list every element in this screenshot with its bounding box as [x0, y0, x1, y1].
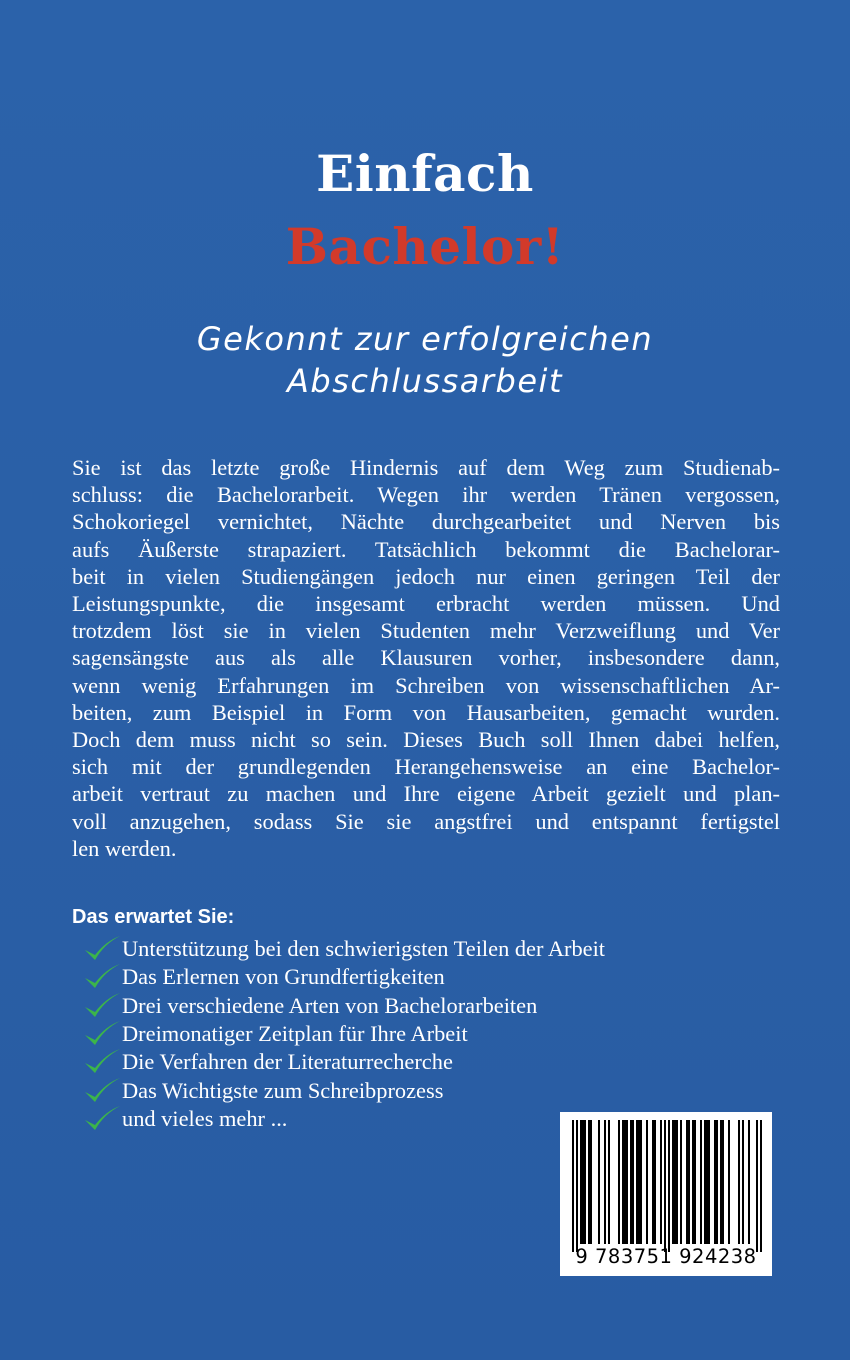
barcode-bar: [652, 1120, 654, 1244]
barcode-bar: [668, 1120, 670, 1252]
barcode-bar: [598, 1120, 600, 1244]
barcode-bar: [604, 1120, 606, 1244]
barcode-bar: [584, 1120, 586, 1244]
barcode-bar: [590, 1120, 592, 1244]
blurb-line: beit in vielen Studiengängen jedoch nur einen geringen Teil der: [72, 563, 780, 589]
barcode-bar: [722, 1120, 724, 1244]
feature-item: [82, 1020, 702, 1048]
blurb-line: sich mit der grundlegenden Herangehensweise an eine Bachelor-: [72, 754, 780, 780]
barcode-bar: [638, 1120, 640, 1244]
features-heading: Das erwartet Sie:: [72, 906, 235, 928]
feature-label: und vieles mehr ...: [122, 1105, 288, 1131]
barcode-bar: [660, 1120, 662, 1244]
feature-item: [82, 992, 702, 1020]
barcode-bar: [704, 1120, 706, 1244]
green-checkmark-icon: [82, 992, 122, 1020]
barcode-bar: [588, 1120, 590, 1244]
isbn-number: 9 783751 924238: [575, 1245, 757, 1268]
barcode-bar: [694, 1120, 696, 1244]
barcode-bar: [580, 1120, 582, 1244]
title-line-2: Bachelor!: [285, 217, 565, 276]
barcode-bar: [716, 1120, 718, 1244]
barcode-bar: [700, 1120, 702, 1244]
blurb-line: Sie ist das letzte große Hindernis auf dem Weg zum Studienab-: [72, 455, 780, 480]
green-checkmark-icon: [82, 963, 122, 991]
isbn-barcode: [560, 1112, 772, 1276]
feature-label: Drei verschiedene Arten von Bachelorarbeiten: [122, 992, 538, 1018]
blurb-line: sagensängste aus als alle Klausuren vorher, insbesondere dann,: [72, 645, 780, 671]
subtitle-line-1: Gekonnt zur erfolgreichen: [196, 320, 654, 358]
blurb-line: arbeit vertraut zu machen und Ihre eigene Arbeit gezielt und plan-: [72, 781, 780, 807]
barcode-bar: [582, 1120, 584, 1244]
feature-label: Das Erlernen von Grundfertigkeiten: [122, 964, 445, 990]
barcode-bar: [572, 1120, 574, 1252]
feature-label: Die Verfahren der Literaturrecherche: [122, 1049, 453, 1075]
barcode-bar: [654, 1120, 656, 1244]
blurb-line: trotzdem löst sie in vielen Studenten mehr Verzweiflung und Ver: [72, 618, 780, 644]
barcode-bar: [760, 1120, 762, 1252]
barcode-bar: [728, 1120, 730, 1244]
barcode-bar: [624, 1120, 626, 1244]
barcode-bar: [632, 1120, 634, 1244]
subtitle: [0, 318, 850, 402]
feature-item: [82, 935, 702, 963]
barcode-bar: [742, 1120, 744, 1244]
blurb-line: len werden.: [72, 835, 177, 861]
barcode-bar: [714, 1120, 716, 1244]
blurb-line: aufs Äußerste strapaziert. Tatsächlich bekommt die Bachelorar-: [72, 536, 780, 562]
barcode-bar: [608, 1120, 610, 1244]
feature-label: Dreimonatiger Zeitplan für Ihre Arbeit: [122, 1021, 468, 1047]
barcode-bar: [686, 1120, 688, 1244]
blurb-line: Leistungspunkte, die insgesamt erbracht werden müssen. Und: [72, 591, 780, 617]
barcode-bar: [672, 1120, 674, 1244]
blurb-line: Doch dem muss nicht so sein. Dieses Buch soll Ihnen dabei helfen,: [72, 727, 780, 753]
barcode-bar: [706, 1120, 708, 1244]
barcode-bar: [756, 1120, 758, 1252]
barcode-bar: [640, 1120, 642, 1244]
barcode-bar: [708, 1120, 710, 1244]
blurb-paragraph: [72, 454, 780, 862]
barcode-bar: [674, 1120, 676, 1244]
barcode-bar: [646, 1120, 648, 1244]
feature-item: [82, 1076, 702, 1104]
barcode-bar: [680, 1120, 682, 1244]
green-checkmark-icon: [82, 1105, 122, 1133]
barcode-bar: [622, 1120, 624, 1244]
barcode-bar: [576, 1120, 578, 1252]
barcode-bar: [630, 1120, 632, 1244]
features-list: [82, 935, 702, 1133]
green-checkmark-icon: [82, 1077, 122, 1105]
subtitle-line-2: Abschlussarbeit: [287, 362, 563, 400]
barcode-bar: [720, 1120, 722, 1244]
feature-item: [82, 1048, 702, 1076]
blurb-line: wenn wenig Erfahrungen im Schreiben von wissenschaftlichen Ar-: [72, 672, 780, 698]
barcode-bar: [618, 1120, 620, 1244]
feature-label: Das Wichtigste zum Schreibprozess: [122, 1077, 444, 1103]
green-checkmark-icon: [82, 1020, 122, 1048]
feature-item: [82, 963, 702, 991]
title-line-1: Einfach: [316, 144, 534, 203]
barcode-bar: [692, 1120, 694, 1244]
barcode-bar: [664, 1120, 666, 1252]
blurb-line: voll anzugehen, sodass Sie sie angstfrei und entspannt fertigstel: [72, 808, 780, 834]
barcode-bar: [738, 1120, 740, 1244]
barcode-bar: [748, 1120, 750, 1244]
blurb-line: schluss: die Bachelorarbeit. Wegen ihr werden Tränen vergossen,: [72, 482, 780, 508]
feature-label: Unterstützung bei den schwierigsten Teilen der Arbeit: [122, 936, 606, 962]
blurb-line: beiten, zum Beispiel in Form von Hausarbeiten, gemacht wurden.: [72, 699, 780, 725]
blurb-line: Schokoriegel vernichtet, Nächte durchgearbeitet und Nerven bis: [72, 509, 780, 535]
green-checkmark-icon: [82, 1048, 122, 1076]
green-checkmark-icon: [82, 935, 122, 963]
barcode-bar: [636, 1120, 638, 1244]
barcode-bar: [688, 1120, 690, 1244]
barcode-bar: [626, 1120, 628, 1244]
barcode-bar: [676, 1120, 678, 1244]
